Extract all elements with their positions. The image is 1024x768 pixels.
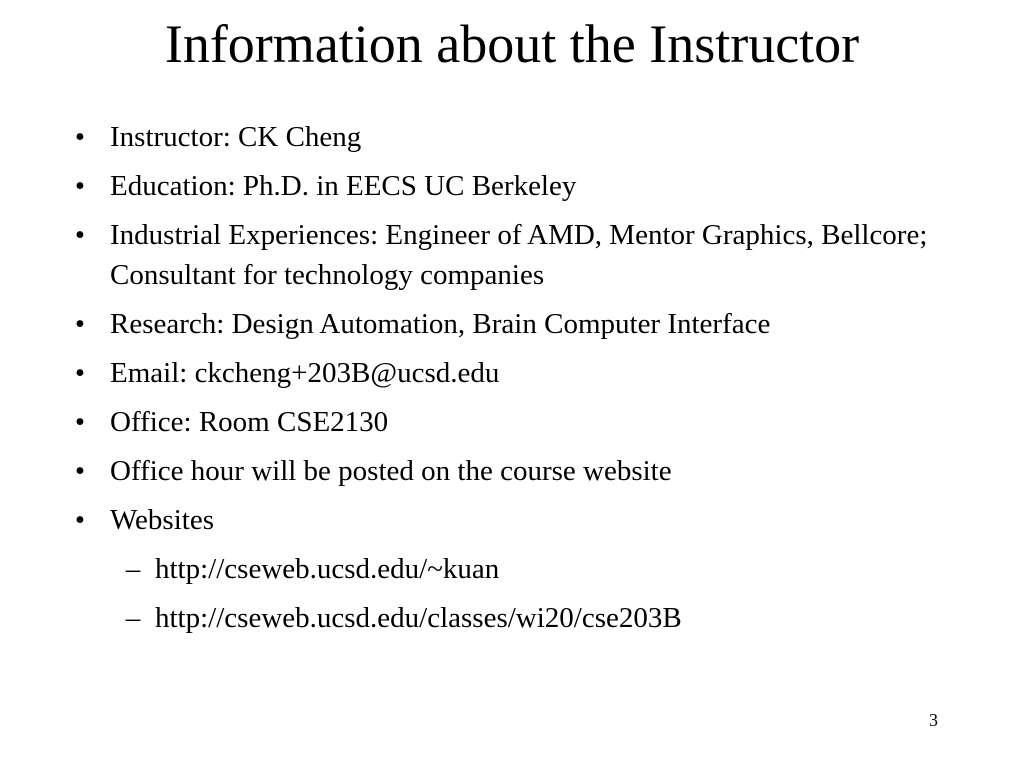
bullet-marker: • (74, 219, 86, 251)
bullet-email (70, 353, 970, 393)
website-link[interactable]: http://cseweb.ucsd.edu/~kuan (155, 553, 500, 585)
bullet-marker: • (74, 357, 86, 389)
bullet-marker: • (74, 308, 86, 340)
bullet-marker: • (74, 170, 86, 202)
sub-bullet-marker: – (125, 553, 141, 585)
bullet-instructor (70, 117, 970, 157)
bullet-text: Education: Ph.D. in EECS UC Berkeley (110, 170, 577, 202)
website-item (110, 549, 970, 589)
bullet-industrial-experiences (70, 215, 970, 295)
bullet-text: Industrial Experiences: Engineer of AMD, Mentor Graphics, Bellcore; Consultant for technology companies (110, 219, 928, 291)
bullet-websites (70, 500, 970, 638)
sub-bullet-marker: – (125, 602, 141, 634)
bullet-education (70, 166, 970, 206)
page-number: 3 (929, 710, 938, 730)
bullet-marker: • (74, 455, 86, 487)
bullet-marker: • (74, 121, 86, 153)
bullet-office-hour (70, 451, 970, 491)
bullet-marker: • (74, 504, 86, 536)
bullet-text: Research: Design Automation, Brain Computer Interface (110, 308, 771, 340)
websites-list (110, 549, 970, 638)
bullet-text: Instructor: CK Cheng (110, 121, 362, 153)
website-item (110, 598, 970, 638)
bullet-text: Office hour will be posted on the course website (110, 455, 672, 487)
bullet-text: Office: Room CSE2130 (110, 406, 389, 438)
slide-title: Information about the Instructor (164, 14, 860, 74)
website-link[interactable]: http://cseweb.ucsd.edu/classes/wi20/cse203B (155, 602, 682, 634)
bullet-list (70, 117, 970, 647)
bullet-marker: • (74, 406, 86, 438)
bullet-research (70, 304, 970, 344)
bullet-office (70, 402, 970, 442)
bullet-text: Email: ckcheng+203B@ucsd.edu (110, 357, 500, 389)
bullet-text: Websites (110, 504, 214, 536)
